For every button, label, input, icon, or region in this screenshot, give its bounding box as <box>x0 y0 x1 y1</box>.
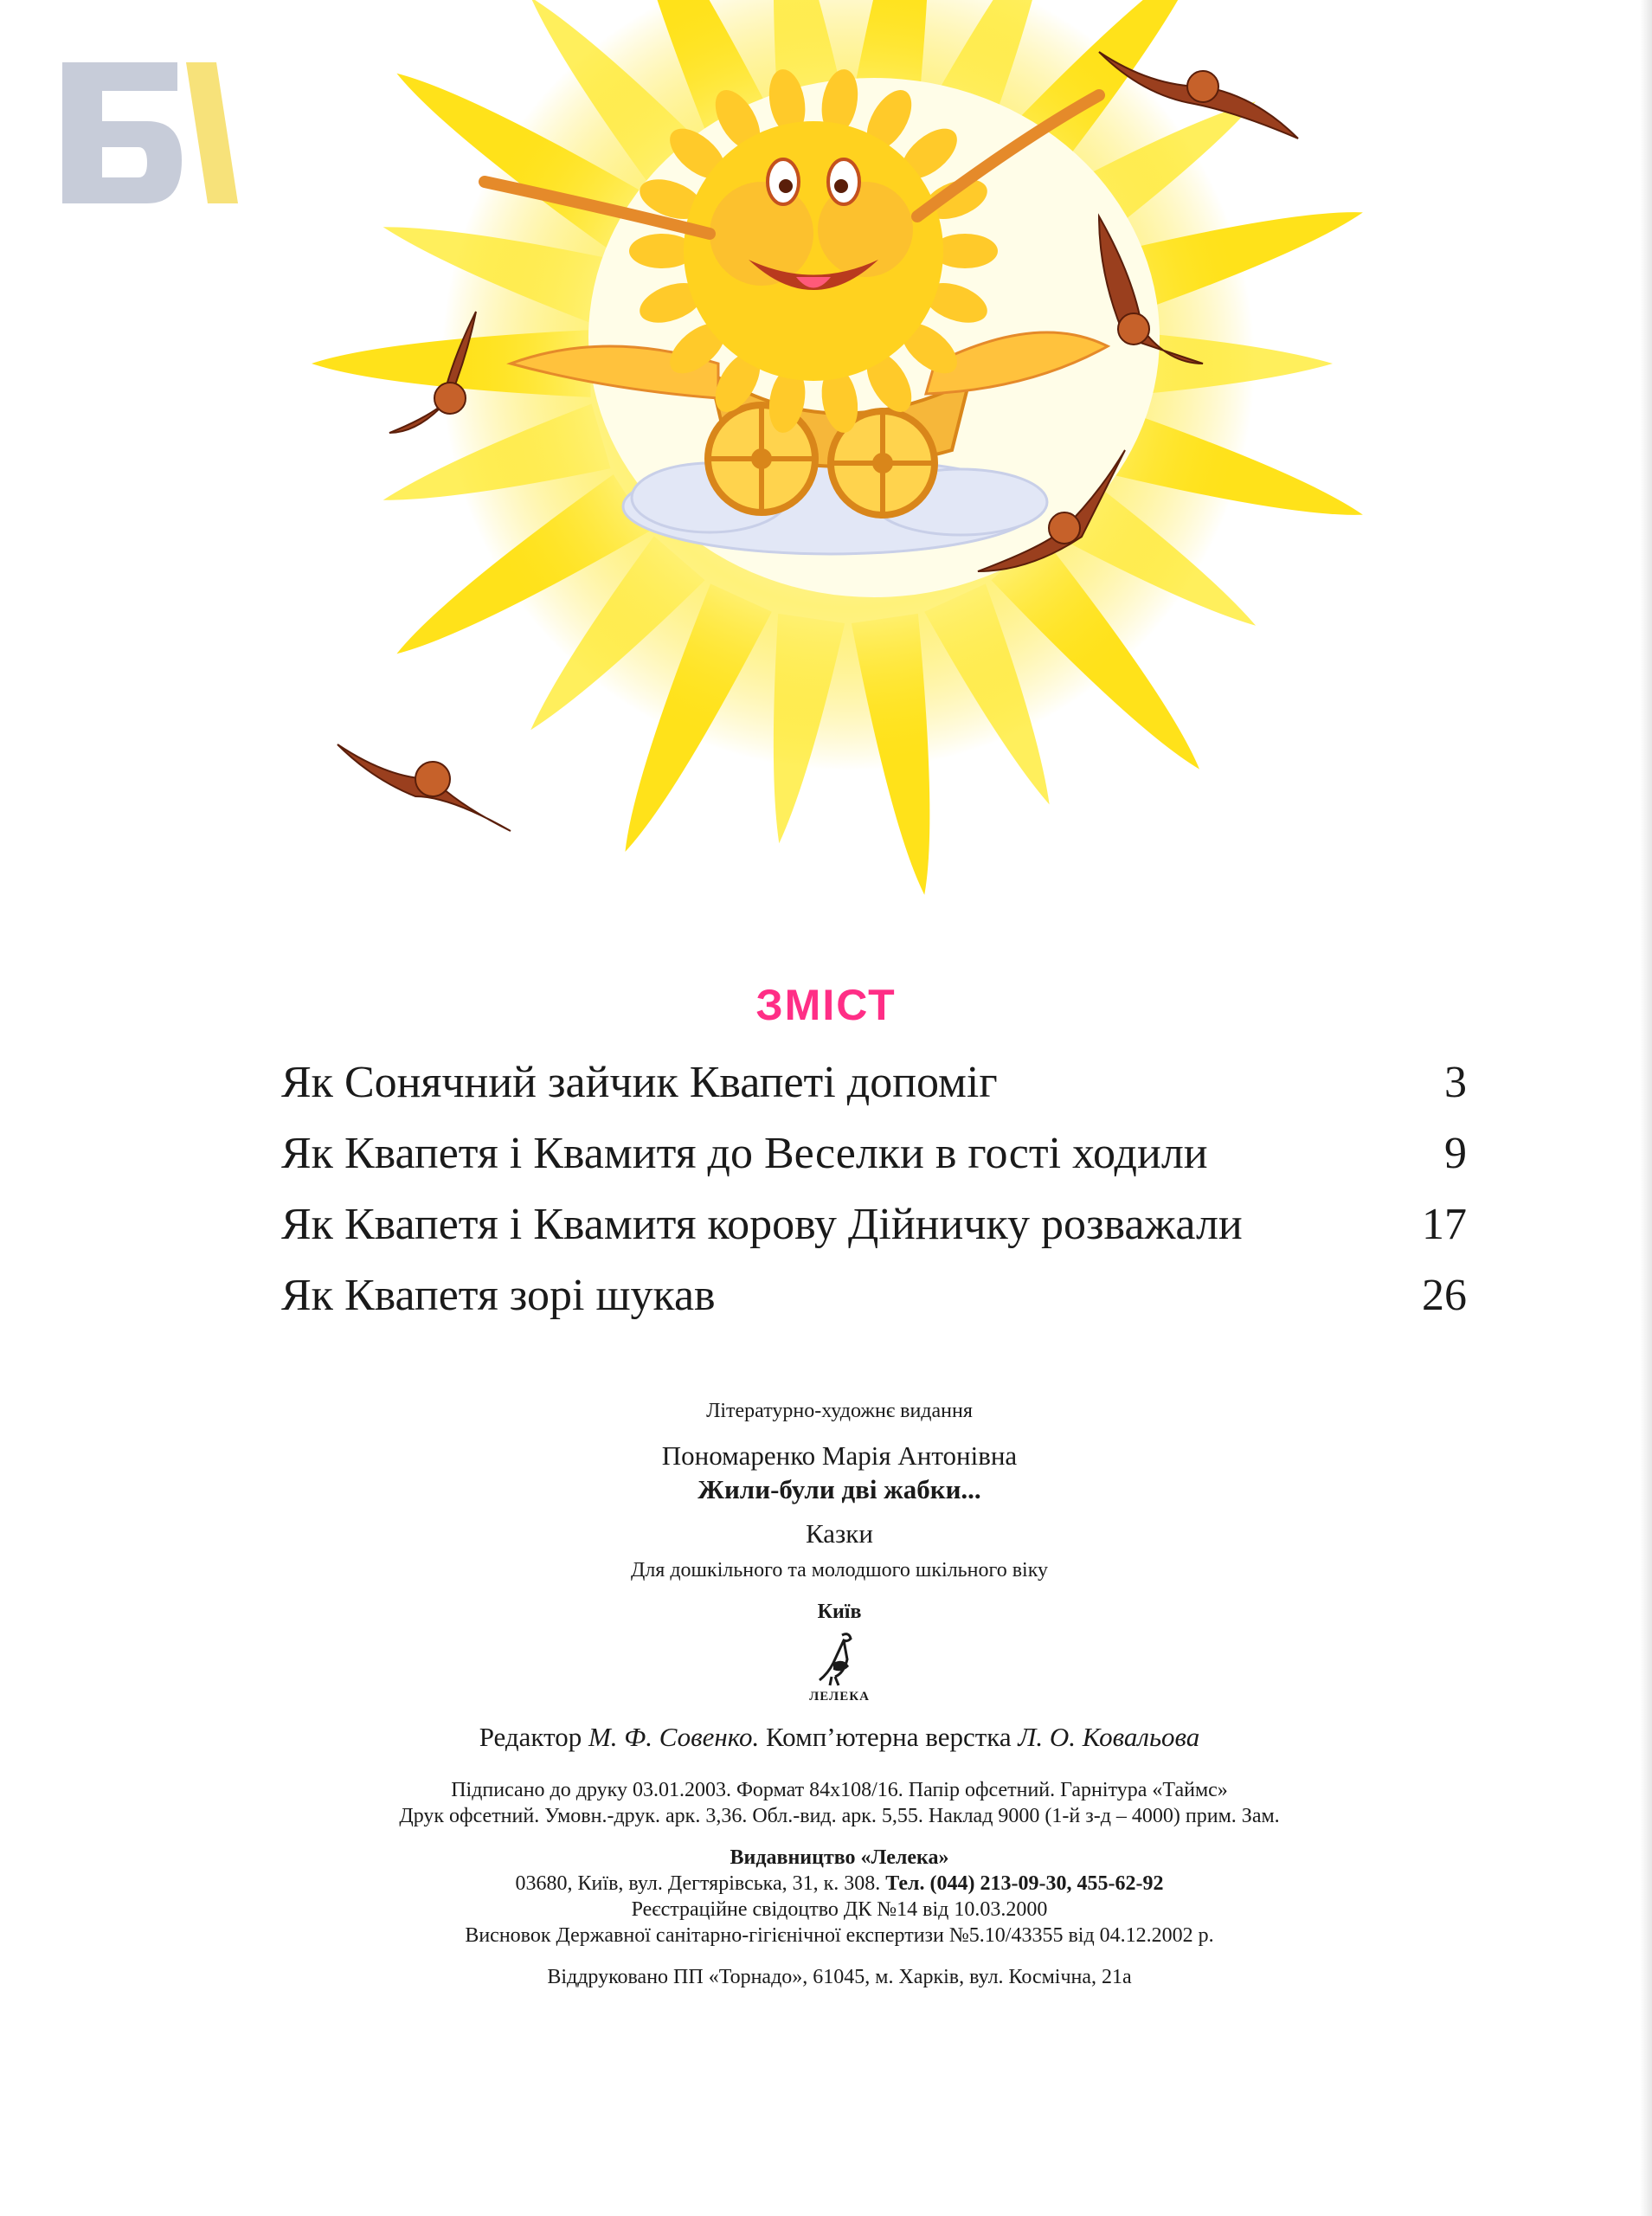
logo-text: ЛЕЛЕКА <box>809 1690 870 1704</box>
toc-entry-page: 3 <box>1444 1058 1467 1107</box>
printed-by-line: Віддруковано ПП «Торнадо», 61045, м. Харків, вул. Космічна, 21а <box>547 1965 1132 1988</box>
toc-entry-page: 9 <box>1444 1129 1467 1178</box>
stork-icon <box>809 1628 870 1689</box>
toc-entry[interactable] <box>281 1118 1467 1189</box>
sun-face <box>684 121 943 381</box>
toc-entry-title: Як Сонячний зайчик Квапеті допоміг <box>281 1058 998 1107</box>
address-line: 03680, Київ, вул. Дегтярівська, 31, к. 308. Тел. (044) 213-09-30, 455-62-92 <box>515 1871 1164 1895</box>
genre-line: Літературно-художнє видання <box>706 1400 973 1422</box>
book-subtitle: Казки <box>806 1517 873 1549</box>
toc-entry-title: Як Квапетя зорі шукав <box>281 1271 716 1320</box>
toc-entry[interactable] <box>281 1189 1467 1260</box>
toc-entry-title: Як Квапетя і Квамитя корову Дійничку розважали <box>281 1200 1243 1249</box>
audience-line: Для дошкільного та молодшого шкільного віку <box>630 1559 1049 1582</box>
toc-entry[interactable] <box>281 1047 1467 1118</box>
publisher-logo <box>260 1628 1419 1705</box>
page-edge <box>1640 0 1652 2216</box>
watermark-logo <box>62 62 238 203</box>
table-of-contents <box>281 1047 1467 1331</box>
publisher-name: Видавництво «Лелека» <box>730 1846 949 1869</box>
print-info-2: Друк офсетний. Умовн.-друк. арк. 3,36. Обл.-вид. арк. 5,55. Наклад 9000 (1-й з-д – 4000) прим. Зам. <box>399 1804 1280 1827</box>
toc-entry[interactable] <box>281 1260 1467 1331</box>
toc-entry-page: 26 <box>1422 1271 1467 1320</box>
city-line: Київ <box>817 1601 862 1624</box>
imprint-block <box>260 1398 1419 1990</box>
registration-line: Реєстраційне свідоцтво ДК №14 від 10.03.2000 <box>631 1897 1048 1921</box>
author-name: Пономаренко Марія Антонівна <box>661 1440 1018 1471</box>
toc-entry-page: 17 <box>1422 1200 1467 1249</box>
toc-heading: ЗМІСТ <box>755 981 897 1029</box>
book-title: Жили-були дві жабки... <box>697 1473 981 1504</box>
credits-line: Редактор М. Ф. Совенко. Комп’ютерна верстка Л. О. Ковальова <box>479 1722 1200 1752</box>
conclusion-line: Висновок Державної санітарно-гігієнічної експертизи №5.10/43355 від 04.12.2002 р. <box>465 1923 1214 1947</box>
print-info-1: Підписано до друку 03.01.2003. Формат 84х108/16. Папір офсетний. Гарнітура «Таймс» <box>451 1778 1228 1801</box>
sun-illustration <box>0 0 1652 1021</box>
toc-entry-title: Як Квапетя і Квамитя до Веселки в гості ходили <box>281 1129 1208 1178</box>
